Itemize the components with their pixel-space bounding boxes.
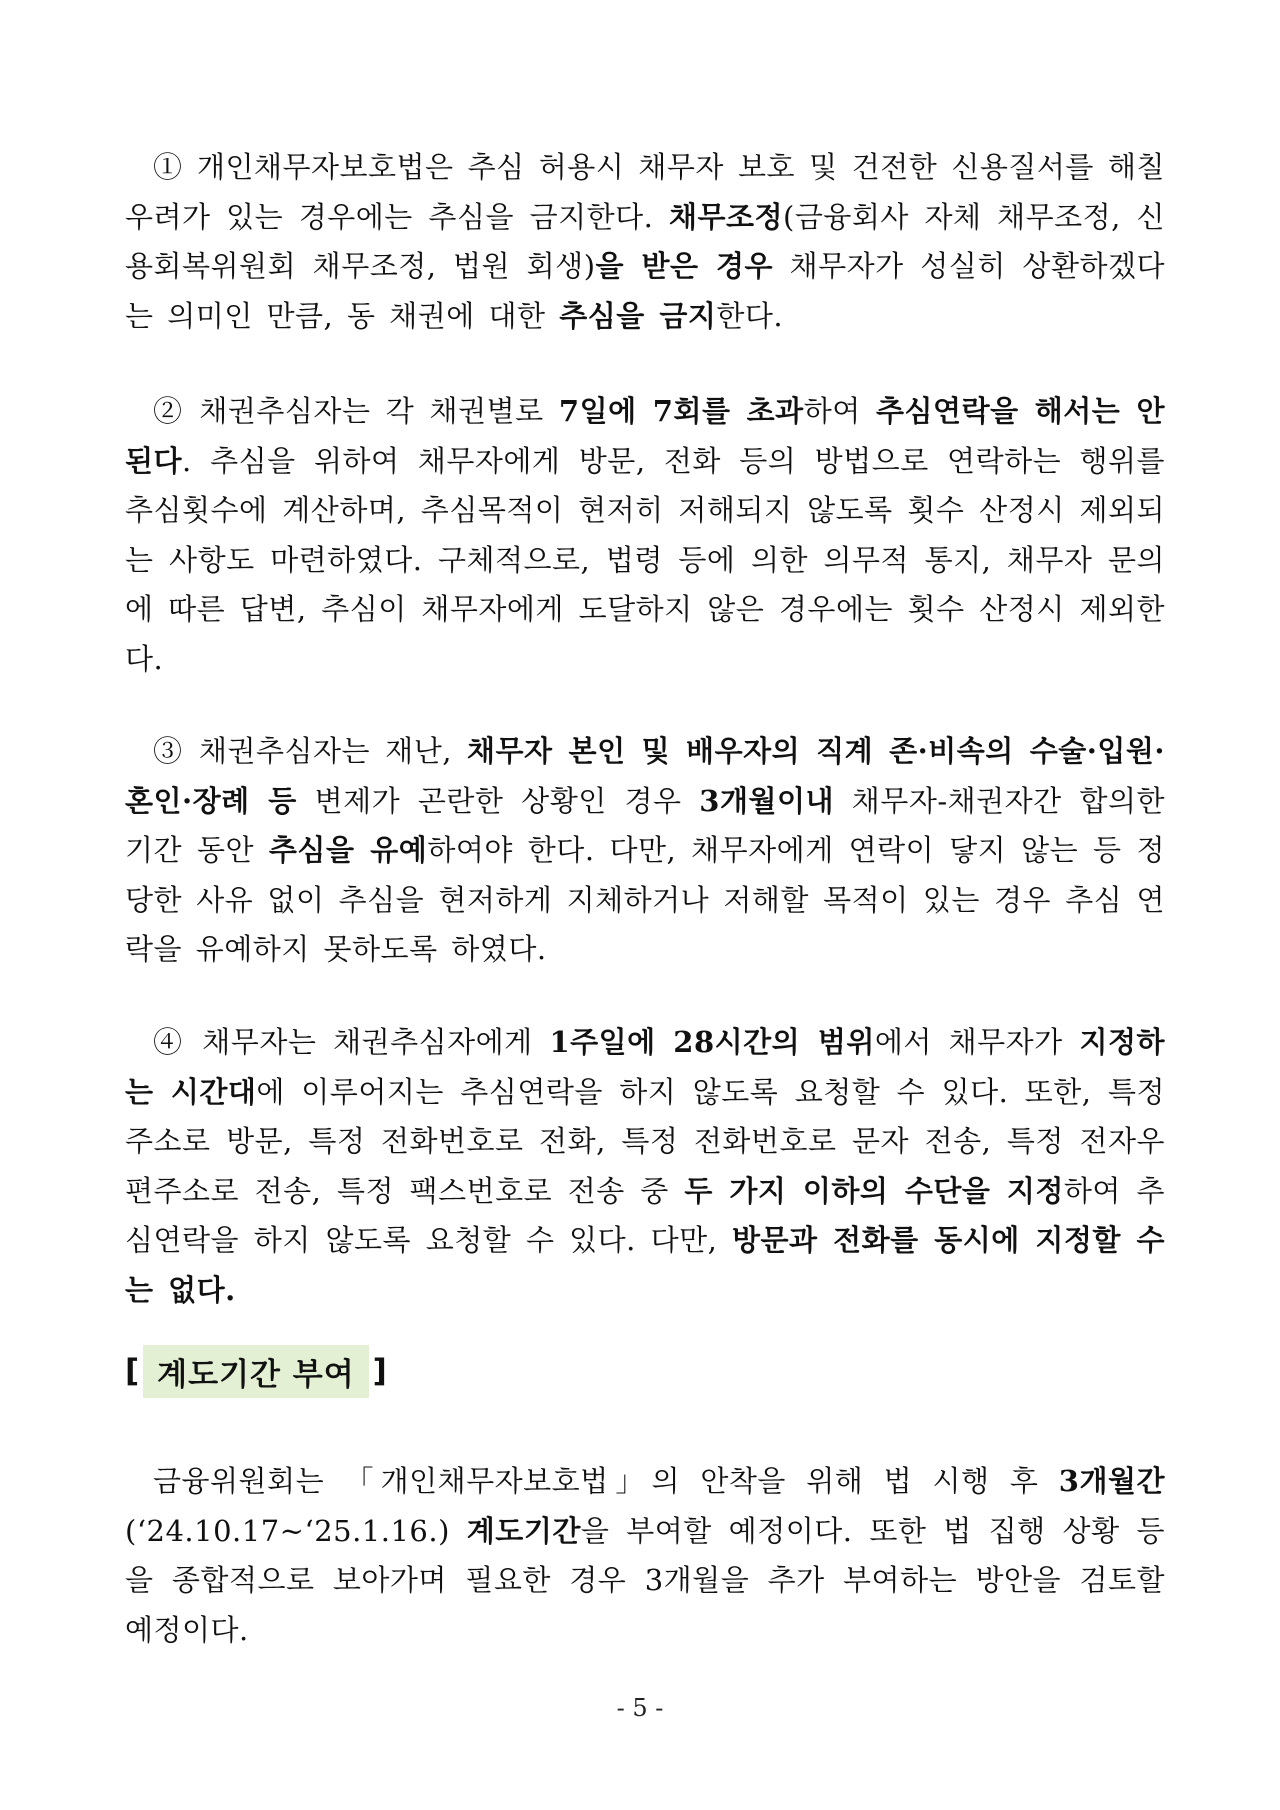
text-segment: (‘24.10.17~‘25.1.16.)	[125, 1513, 467, 1548]
text-segment: 채무자가 성실히 상환하겠다는 의미인 만큼, 동 채권에 대한	[125, 249, 1166, 333]
heading-open-bracket: [	[125, 1353, 140, 1389]
paragraph-debt-adjustment-ban	[125, 143, 1165, 341]
text-segment: ① 개인채무자보호법은 추심 허용시 채무자 보호 및 건전한 신용질서를 해칠 우려가 있는 경우에는 추심을 금지한다.	[125, 150, 1165, 234]
bold-segment: 3개월이내	[699, 783, 835, 818]
bold-segment: 1주일에 28시간의 범위	[549, 1025, 875, 1059]
text-segment: 에서 채무자가	[874, 1025, 1080, 1059]
text-segment: 한다.	[716, 298, 784, 333]
text-segment: 금융위원회는 「개인채무자보호법」의 안착을 위해 법 시행 후	[153, 1464, 1059, 1498]
bold-segment: 방문과 전화를 동시에 지정할 수는 없다.	[125, 1223, 1165, 1307]
text-segment: 에 이루어지는 추심연락을 하지 않도록 요청할 수 있다. 또한, 특정 주소로 방문, 특정 전화번호로 전화, 특정 전화번호로 문자 전송, 특정 전자우편주소로 전송, 특정 팩스번호로 전송 중	[125, 1074, 1165, 1208]
bold-segment: 7일에 7회를 초과	[558, 394, 804, 428]
paragraph-contact-time-restriction	[125, 1018, 1165, 1315]
bold-segment: 추심을 유예	[268, 833, 428, 867]
bold-segment: 채무조정	[668, 199, 784, 234]
paragraph-contact-frequency-limit	[125, 387, 1165, 684]
page-number: - 5 -	[616, 1694, 664, 1722]
text-segment: 채무자-채권자간 합의한 기간 동안	[125, 783, 1165, 867]
text-segment: ② 채권추심자는 각 채권별로	[153, 394, 559, 428]
bold-segment: 지정하는 시간대	[125, 1025, 1165, 1109]
section-heading-guidance-period	[121, 1346, 391, 1396]
text-segment: . 추심을 위하여 채무자에게 방문, 전화 등의 방법으로 연락하는 행위를 추심횟수에 계산하며, 추심목적이 현저히 저해되지 않도록 횟수 산정시 제외되는 사항도 마련하였다. 구체적으로, 법령 등에 의한 의무적 통지, 채무자 문의에 따른 답변, 추심이 채무자에게 도달하지 않은 경우에는 횟수 산정시 제외한다.	[125, 443, 1165, 676]
text-segment: 하여	[803, 394, 877, 428]
text-segment: 변제가 곤란한 상황인 경우	[296, 783, 700, 818]
bold-segment: 을 받은 경우	[595, 249, 774, 283]
paragraph-collection-deferral	[125, 727, 1165, 975]
bold-segment: 3개월간	[1058, 1464, 1165, 1498]
text-segment: 하여야 한다. 다만, 채무자에게 연락이 닿지 않는 등 정당한 사유 없이 추심을 현저하게 지체하거나 저해할 목적이 있는 경우 추심 연락을 유예하지 못하도록 하였다.	[125, 833, 1165, 966]
text-segment: 을 부여할 예정이다. 또한 법 집행 상황 등을 종합적으로 보아가며 필요한 경우 3개월을 추가 부여하는 방안을 검토할 예정이다.	[125, 1513, 1165, 1647]
bold-segment: 두 가지 이하의 수단을 지정	[684, 1173, 1064, 1208]
text-segment: 하여 추심연락을 하지 않도록 요청할 수 있다. 다만,	[125, 1173, 1165, 1257]
bold-segment: 추심연락을 해서는 안된다	[125, 394, 1165, 478]
text-segment: ④ 채무자는 채권추심자에게	[153, 1025, 550, 1059]
bold-segment: 추심을 금지	[559, 298, 717, 333]
heading-label: 계도기간 부여	[143, 1345, 368, 1398]
bold-segment: 채무자 본인 및 배우자의 직계 존·비속의 수술·입원·혼인·장례 등	[125, 734, 1165, 818]
heading-close-bracket: ]	[372, 1353, 387, 1389]
bold-segment: 계도기간	[466, 1513, 581, 1548]
paragraph-guidance-period	[125, 1457, 1165, 1655]
text-segment: ③ 채권추심자는 재난,	[153, 734, 468, 768]
text-segment: (금융회사 자체 채무조정, 신용회복위원회 채무조정, 법원 회생)	[125, 199, 1165, 283]
